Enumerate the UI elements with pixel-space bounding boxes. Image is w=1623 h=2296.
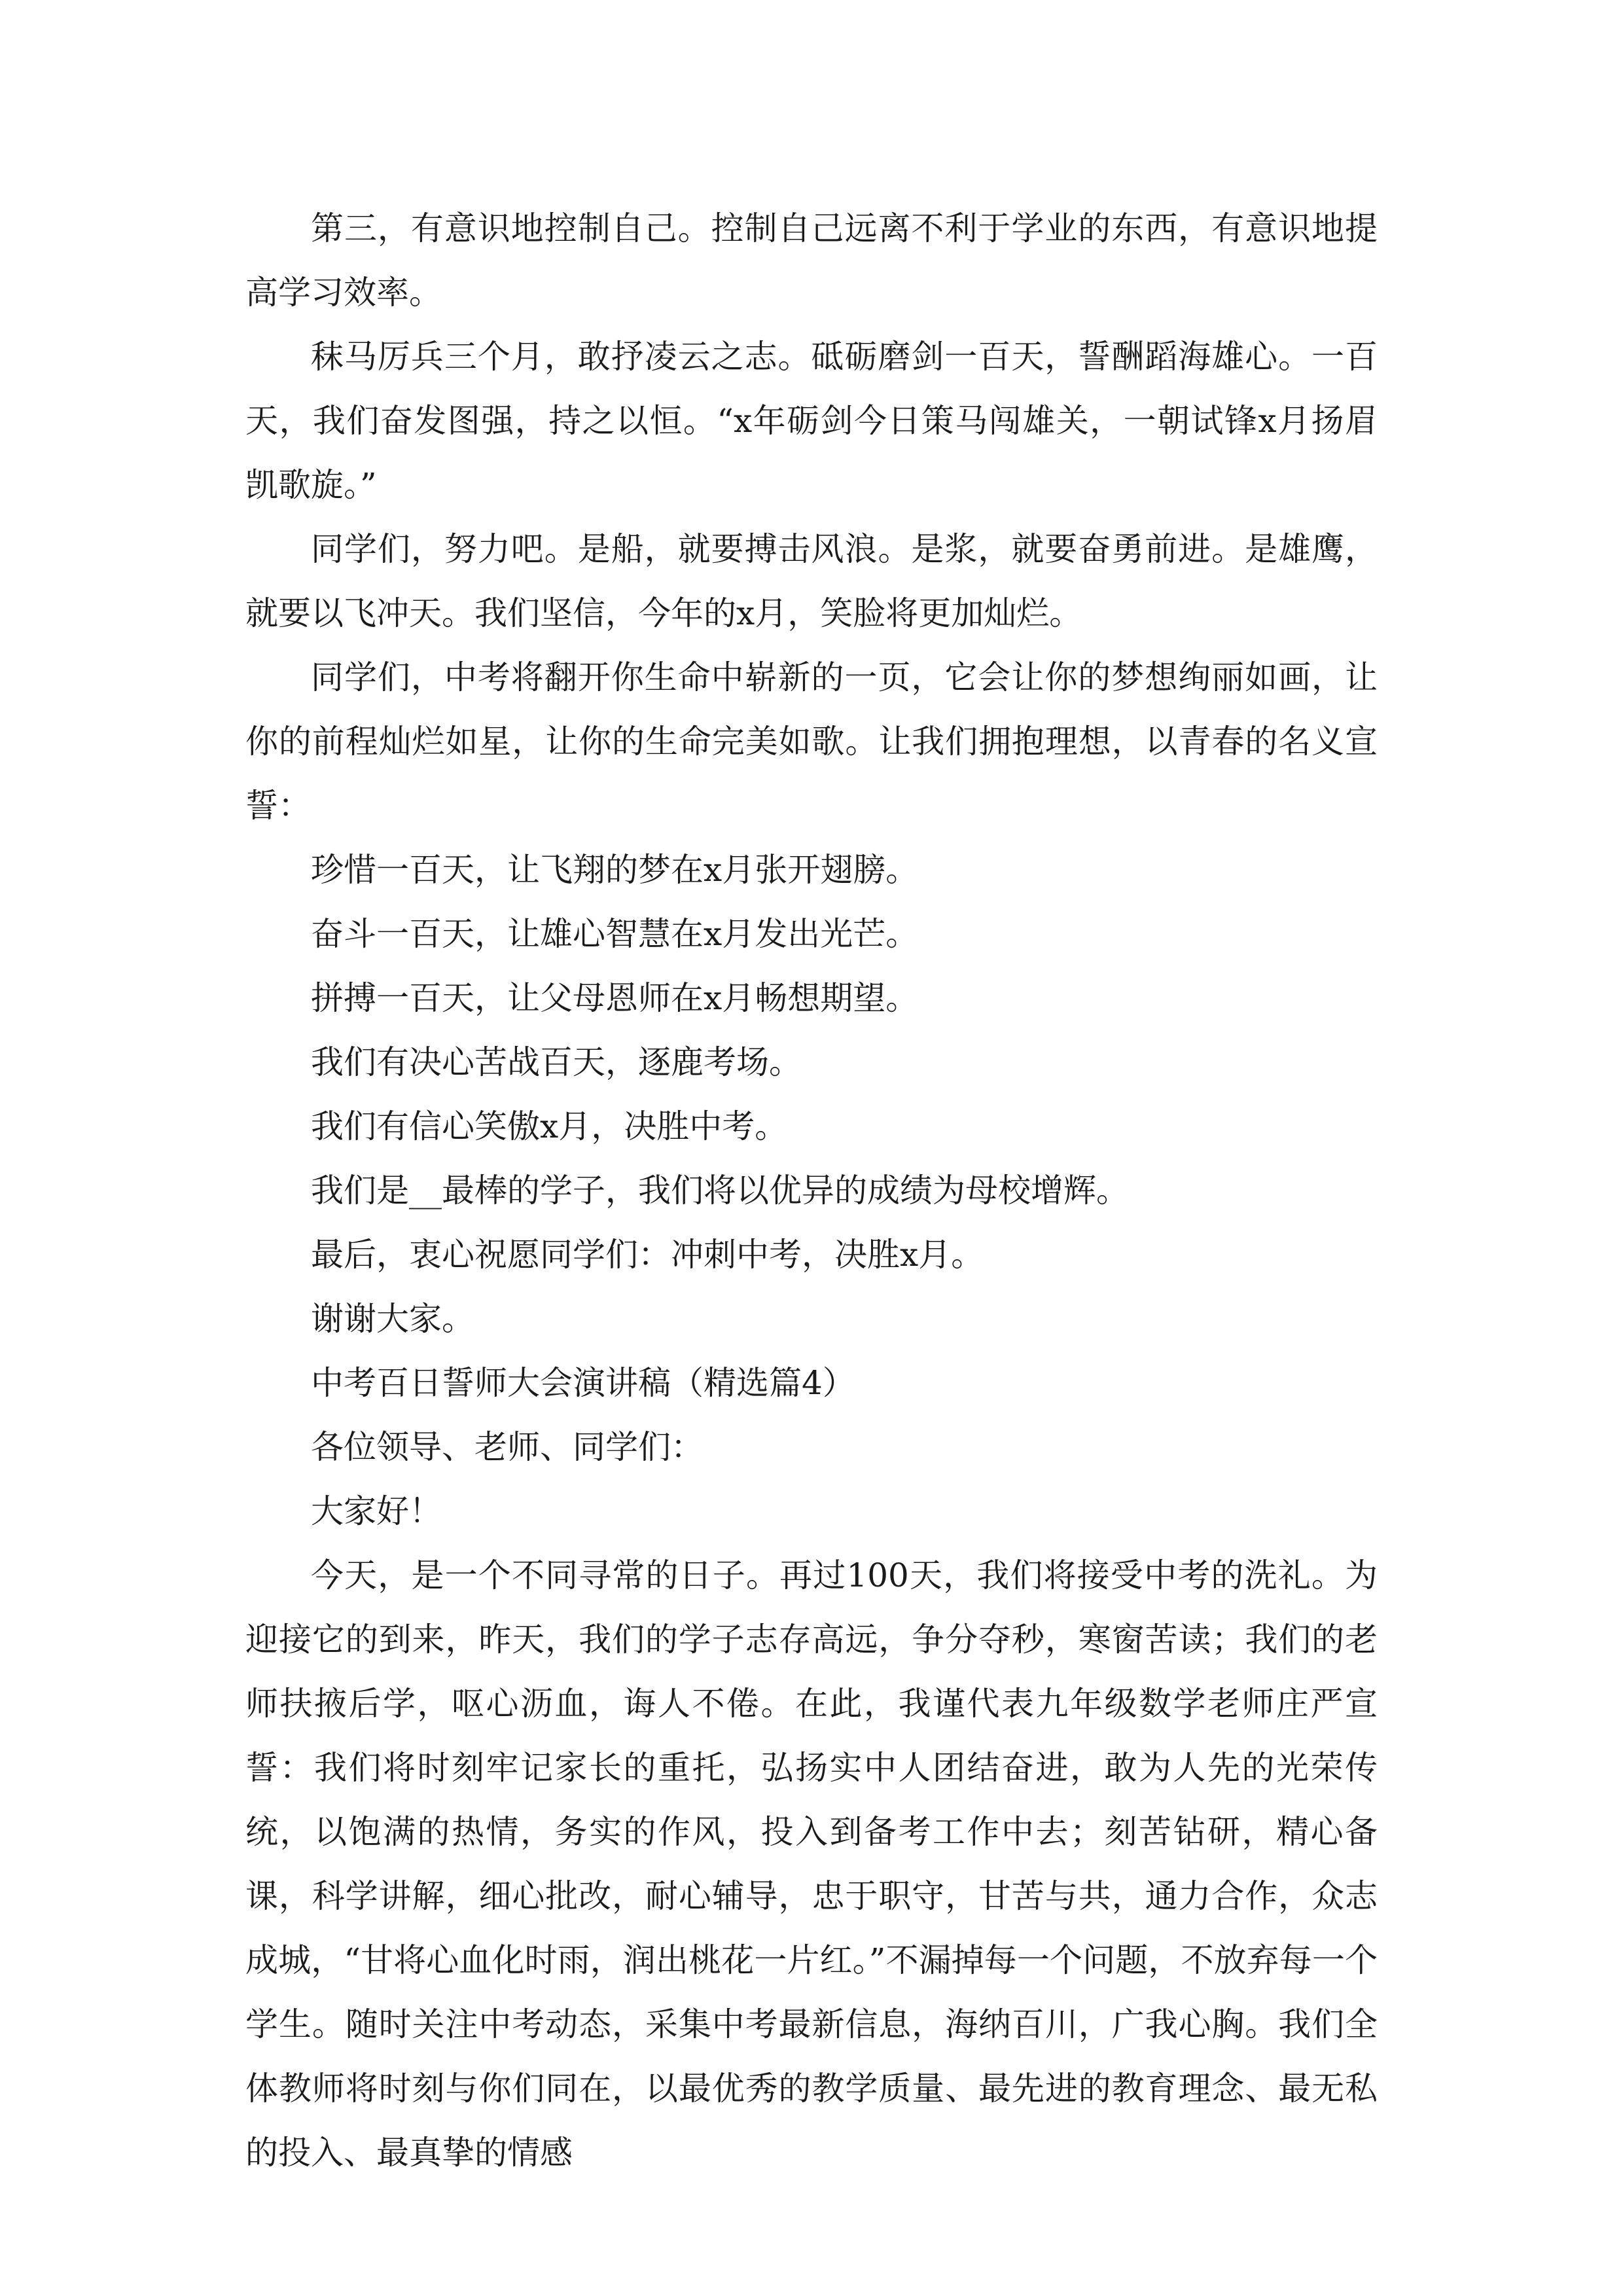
- paragraph-teacher-oath: 今天，是一个不同寻常的日子。再过100天，我们将接受中考的洗礼。为迎接它的到来，昨天，我们的学子志存高远，争分夺秒，寒窗苦读；我们的老师扶掖后学，呕心沥血，诲人不倦。在此，我谨代表九年级数学老师庄严宣誓：我们将时刻牢记家长的重托，弘扬实中人团结奋进，敢为人先的光荣传统，以饱满的热情，务实的作风，投入到备考工作中去；刻苦钻研，精心备课，科学讲解，细心批改，耐心辅导，忠于职守，甘苦与共，通力合作，众志成城，“甘将心血化时雨，润出桃花一片红。”不漏掉每一个问题，不放弃每一个学生。随时关注中考动态，采集中考最新信息，海纳百川，广我心胸。我们全体教师将时刻与你们同在，以最优秀的教学质量、最先进的教育理念、最无私的投入、最真挚的情感: [245, 1556, 1378, 2172]
- oath-line-determination: 我们有决心苦战百天，逐鹿考场。: [311, 1043, 802, 1081]
- oath-line-fight: 拼搏一百天，让父母恩师在x月畅想期望。: [311, 979, 919, 1017]
- oath-line-cherish: 珍惜一百天，让飞翔的梦在x月张开翅膀。: [311, 851, 919, 889]
- salutation: 各位领导、老师、同学们：: [311, 1428, 704, 1466]
- paragraph-self-control: 第三，有意识地控制自己。控制自己远离不利于学业的东西，有意识地提高学习效率。: [245, 209, 1378, 312]
- paragraph-thanks: 谢谢大家。: [311, 1300, 474, 1338]
- section-heading: 中考百日誓师大会演讲稿（精选篇4）: [311, 1364, 855, 1402]
- oath-line-strive: 奋斗一百天，让雄心智慧在x月发出光芒。: [311, 915, 919, 953]
- oath-line-best-students: 我们是__最棒的学子，我们将以优异的成绩为母校增辉。: [311, 1172, 1129, 1210]
- oath-line-confidence: 我们有信心笑傲x月，决胜中考。: [311, 1107, 788, 1145]
- paragraph-hundred-days: 秣马厉兵三个月，敢抒凌云之志。砥砺磨剑一百天，誓酬蹈海雄心。一百天，我们奋发图强，持之以恒。“x年砺剑今日策马闯雄关，一朝试锋x月扬眉凯歌旋。”: [245, 338, 1378, 504]
- paragraph-encouragement: 同学们，努力吧。是船，就要搏击风浪。是浆，就要奋勇前进。是雄鹰，就要以飞冲天。我们坚信，今年的x月，笑脸将更加灿烂。: [245, 530, 1378, 632]
- paragraph-closing-wish: 最后，衷心祝愿同学们：冲刺中考，决胜x月。: [311, 1236, 984, 1274]
- greeting: 大家好！: [311, 1492, 442, 1530]
- paragraph-oath-intro: 同学们，中考将翻开你生命中崭新的一页，它会让你的梦想绚丽如画，让你的前程灿烂如星，让你的生命完美如歌。让我们拥抱理想，以青春的名义宣誓：: [245, 658, 1378, 825]
- document-body: [245, 196, 1378, 2185]
